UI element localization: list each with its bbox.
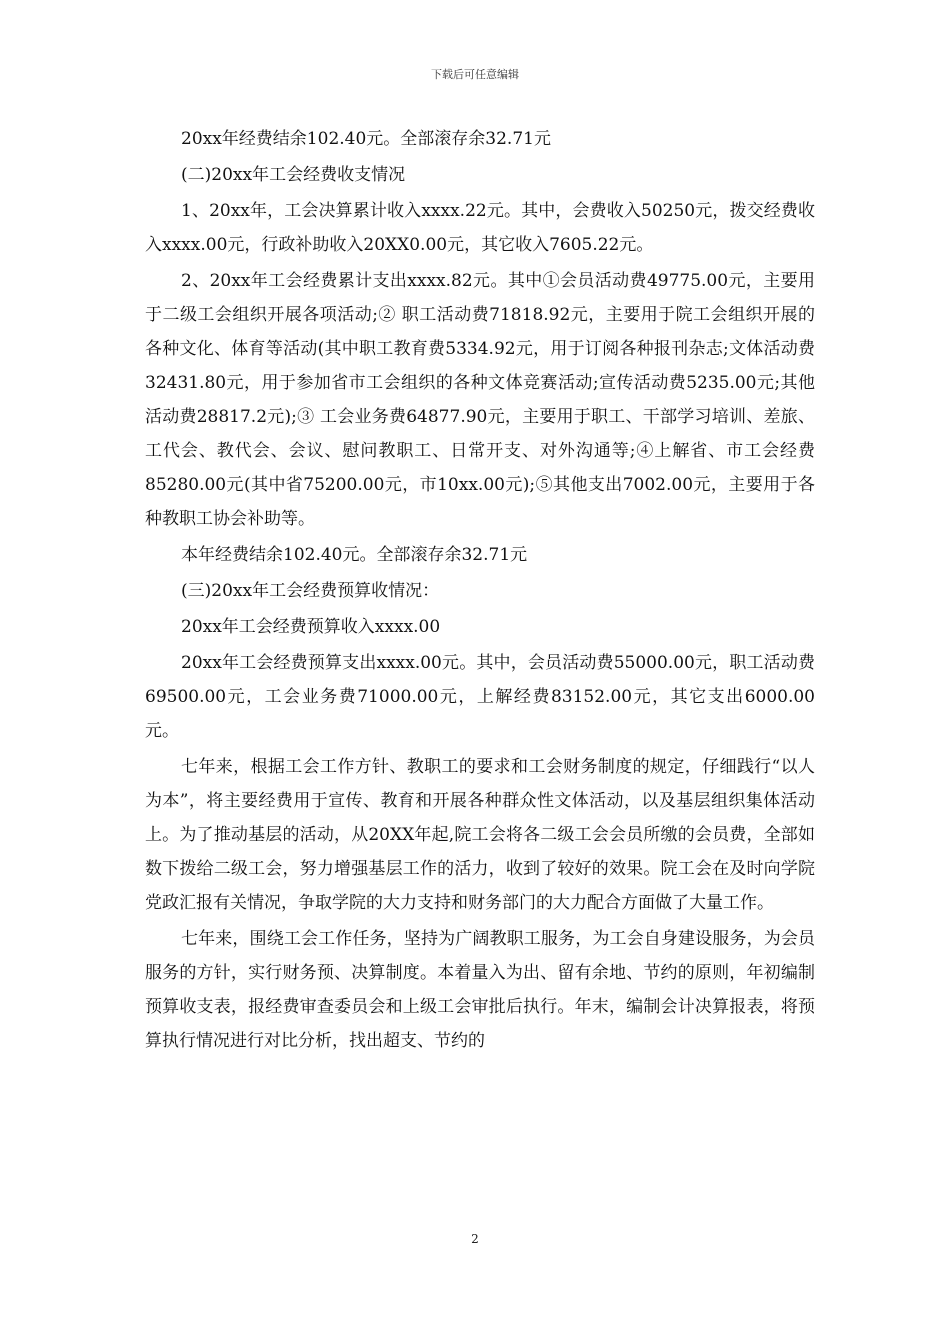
section-heading-2: (二)20xx年工会经费收支情况 [181, 165, 406, 185]
paragraph-seven-years-2: 七年来，围绕工会工作任务，坚持为广阔教职工服务，为工会自身建设服务，为会员服务的方针，实行财务预、决算制度。本着量入为出、留有余地、节约的原则，年初编制预算收支表，报经费审查委员会和上级工会审批后执行。年末，编制会计决算报表，将预算执行情况进行对比分析，找出超支、节约的 [145, 929, 815, 1051]
page-number: 2 [471, 1232, 479, 1246]
paragraph-budget-income: 20xx年工会经费预算收入xxxx.00 [181, 617, 441, 637]
paragraph-expenditure: 2、20xx年工会经费累计支出xxxx.82元。其中①会员活动费49775.00元，主要用于二级工会组织开展各项活动;② 职工活动费71818.92元，主要用于院工会组织开展的各种文化、体育等活动(其中职工教育费5334.92元，用于订阅各种报刊杂志;文体活动费32431.80元，用于参加省市工会组织的各种文体竞赛活动;宣传活动费5235.00元;其他活动费28817.2元);③ 工会业务费64877.90元，主要用于职工、干部学习培训、差旅、工代会、教代会、会议、慰问教职工、日常开支、对外沟通等;④上解省、市工会经费85280.00元(其中省75200.00元，市10xx.00元);⑤其他支出7002.00元，主要用于各种教职工协会补助等。 [145, 271, 815, 529]
paragraph-balance: 本年经费结余102.40元。全部滚存余32.71元 [181, 545, 528, 565]
section-heading-3: (三)20xx年工会经费预算收情况： [181, 581, 440, 601]
document-body [145, 122, 815, 1060]
paragraph-seven-years-1: 七年来，根据工会工作方针、教职工的要求和工会财务制度的规定，仔细践行“以人为本”，将主要经费用于宣传、教育和开展各种群众性文体活动，以及基层组织集体活动上。为了推动基层的活动，从20XX年起,院工会将各二级工会会员所缴的会员费，全部如数下拨给二级工会，努力增强基层工作的活力，收到了较好的效果。院工会在及时向学院党政汇报有关情况，争取学院的大力支持和财务部门的大力配合方面做了大量工作。 [145, 757, 815, 913]
paragraph-income: 1、20xx年，工会决算累计收入xxxx.22元。其中，会费收入50250元，拨交经费收入xxxx.00元，行政补助收入20XX0.00元，其它收入7605.22元。 [145, 201, 815, 255]
paragraph-balance-prev: 20xx年经费结余102.40元。全部滚存余32.71元 [181, 129, 551, 149]
page-header: 下载后可任意编辑 [431, 68, 519, 81]
paragraph-budget-expenditure: 20xx年工会经费预算支出xxxx.00元。其中，会员活动费55000.00元，职工活动费69500.00元，工会业务费71000.00元，上解经费83152.00元，其它支出6000.00元。 [145, 653, 815, 741]
